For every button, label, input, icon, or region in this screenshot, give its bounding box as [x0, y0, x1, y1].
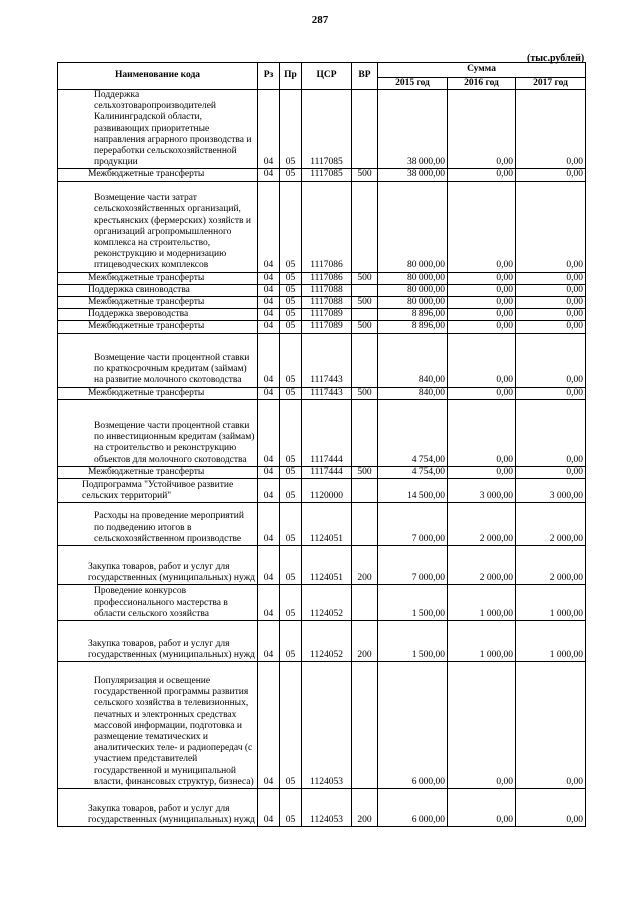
- row-rz: 04: [258, 90, 280, 169]
- row-rz: 04: [258, 333, 280, 387]
- row-value-2017: 2 000,00: [516, 546, 586, 585]
- header-row: [58, 63, 586, 78]
- row-value-2017: 0,00: [516, 333, 586, 387]
- row-vr: 500: [352, 387, 378, 399]
- row-csr: 1120000: [302, 479, 352, 503]
- row-value-2016: 2 000,00: [448, 546, 516, 585]
- row-value-2017: 0,00: [516, 309, 586, 321]
- row-csr: 1117088: [302, 297, 352, 309]
- row-vr: [352, 585, 378, 621]
- row-name: Закупка товаров, работ и услуг для государственных (муниципальных) нужд: [58, 621, 258, 662]
- table-row: [58, 466, 586, 478]
- row-value-2015: 840,00: [378, 387, 448, 399]
- row-name: Поддержка сельхозтоваропроизводителей Калининградской области, развивающих приоритетные направления аграрного производства и переработки сельскохозяйственной продукции: [58, 90, 258, 169]
- row-csr: 1117085: [302, 90, 352, 169]
- row-pr: 05: [280, 789, 302, 827]
- row-pr: 05: [280, 333, 302, 387]
- row-value-2017: 1 000,00: [516, 585, 586, 621]
- row-rz: 04: [258, 181, 280, 272]
- header-csr: ЦСР: [302, 63, 352, 90]
- row-vr: [352, 90, 378, 169]
- row-value-2015: 6 000,00: [378, 662, 448, 789]
- row-pr: 05: [280, 309, 302, 321]
- row-csr: 1117085: [302, 169, 352, 181]
- row-name: Расходы на проведение мероприятий по подведению итогов в сельскохозяйственном производстве: [58, 503, 258, 546]
- header-vr: ВР: [352, 63, 378, 90]
- row-vr: [352, 333, 378, 387]
- row-rz: 04: [258, 169, 280, 181]
- row-pr: 05: [280, 321, 302, 333]
- header-year-2016: 2016 год: [448, 77, 516, 89]
- row-value-2015: 4 754,00: [378, 399, 448, 466]
- row-name: Межбюджетные трансферты: [58, 169, 258, 181]
- row-vr: [352, 399, 378, 466]
- header-sum: Сумма: [378, 63, 586, 78]
- row-pr: 05: [280, 169, 302, 181]
- table-row: [58, 585, 586, 621]
- row-value-2015: 80 000,00: [378, 297, 448, 309]
- table-row: [58, 399, 586, 466]
- row-pr: 05: [280, 621, 302, 662]
- header-pr: Пр: [280, 63, 302, 90]
- row-rz: 04: [258, 662, 280, 789]
- row-value-2017: 0,00: [516, 387, 586, 399]
- row-rz: 04: [258, 546, 280, 585]
- row-value-2015: 840,00: [378, 333, 448, 387]
- row-value-2016: 0,00: [448, 309, 516, 321]
- row-value-2016: 0,00: [448, 399, 516, 466]
- row-vr: [352, 503, 378, 546]
- row-value-2016: 0,00: [448, 90, 516, 169]
- page-number: 287: [311, 14, 329, 26]
- row-rz: 04: [258, 466, 280, 478]
- table-row: [58, 181, 586, 272]
- row-value-2016: 2 000,00: [448, 503, 516, 546]
- row-pr: 05: [280, 284, 302, 296]
- row-rz: 04: [258, 309, 280, 321]
- row-rz: 04: [258, 585, 280, 621]
- row-csr: 1117443: [302, 387, 352, 399]
- row-vr: [352, 479, 378, 503]
- row-value-2016: 0,00: [448, 466, 516, 478]
- row-rz: 04: [258, 297, 280, 309]
- row-pr: 05: [280, 387, 302, 399]
- row-value-2016: 0,00: [448, 272, 516, 284]
- table-row: [58, 503, 586, 546]
- row-name: Подпрограмма "Устойчивое развитие сельских территорий": [58, 479, 258, 503]
- row-vr: 500: [352, 466, 378, 478]
- row-csr: 1124053: [302, 789, 352, 827]
- table-body: [58, 90, 586, 827]
- row-vr: 500: [352, 169, 378, 181]
- row-vr: [352, 284, 378, 296]
- row-value-2017: 0,00: [516, 169, 586, 181]
- row-value-2017: 0,00: [516, 297, 586, 309]
- row-name: Проведение конкурсов профессионального мастерства в области сельского хозяйства: [58, 585, 258, 621]
- row-value-2015: 1 500,00: [378, 585, 448, 621]
- row-name: Возмещение части процентной ставки по краткосрочным кредитам (займам) на развитие молочного скотоводства: [58, 333, 258, 387]
- row-value-2015: 80 000,00: [378, 284, 448, 296]
- header-name: Наименование кода: [58, 63, 258, 90]
- row-vr: [352, 181, 378, 272]
- table-row: [58, 309, 586, 321]
- row-name: Возмещение части затрат сельскохозяйственных организаций, крестьянских (фермерских) хозяйств и организаций агропромышленного комплекса на строительство, реконструкцию и модернизацию птицеводческих комплексов: [58, 181, 258, 272]
- row-value-2015: 6 000,00: [378, 789, 448, 827]
- row-name: Популяризация и освещение государственной программы развития сельского хозяйства в телевизионных, печатных и электронных средствах массовой информации, подготовка и размещение тематических и аналитических теле- и радиопередач (с участием представителей государственной и муниципальной власти, финансовых структур, бизнеса): [58, 662, 258, 789]
- row-value-2016: 3 000,00: [448, 479, 516, 503]
- row-vr: 200: [352, 546, 378, 585]
- row-value-2017: 0,00: [516, 284, 586, 296]
- row-rz: 04: [258, 789, 280, 827]
- row-name: Поддержка свиноводства: [58, 284, 258, 296]
- row-value-2015: 80 000,00: [378, 181, 448, 272]
- row-value-2015: 38 000,00: [378, 169, 448, 181]
- row-vr: 500: [352, 297, 378, 309]
- row-value-2015: 14 500,00: [378, 479, 448, 503]
- table-row: [58, 297, 586, 309]
- row-value-2016: 0,00: [448, 387, 516, 399]
- row-value-2016: 0,00: [448, 321, 516, 333]
- header-rz: Рз: [258, 63, 280, 90]
- row-value-2017: 0,00: [516, 399, 586, 466]
- row-csr: 1124052: [302, 621, 352, 662]
- row-value-2017: 0,00: [516, 181, 586, 272]
- row-name: Закупка товаров, работ и услуг для государственных (муниципальных) нужд: [58, 546, 258, 585]
- row-pr: 05: [280, 546, 302, 585]
- row-rz: 04: [258, 272, 280, 284]
- row-rz: 04: [258, 387, 280, 399]
- row-value-2017: 0,00: [516, 466, 586, 478]
- row-value-2015: 80 000,00: [378, 272, 448, 284]
- table-row: [58, 90, 586, 169]
- table-row: [58, 387, 586, 399]
- row-value-2016: 0,00: [448, 284, 516, 296]
- header-year-2015: 2015 год: [378, 77, 448, 89]
- row-pr: 05: [280, 662, 302, 789]
- row-name: Межбюджетные трансферты: [58, 321, 258, 333]
- row-vr: 500: [352, 321, 378, 333]
- row-vr: 500: [352, 272, 378, 284]
- header-year-2017: 2017 год: [516, 77, 586, 89]
- row-name: Межбюджетные трансферты: [58, 297, 258, 309]
- row-name: Межбюджетные трансферты: [58, 387, 258, 399]
- row-value-2015: 7 000,00: [378, 503, 448, 546]
- row-value-2015: 8 896,00: [378, 321, 448, 333]
- row-value-2017: 0,00: [516, 321, 586, 333]
- table-row: [58, 272, 586, 284]
- row-rz: 04: [258, 479, 280, 503]
- row-vr: 200: [352, 621, 378, 662]
- table-row: [58, 333, 586, 387]
- row-value-2015: 38 000,00: [378, 90, 448, 169]
- row-value-2015: 8 896,00: [378, 309, 448, 321]
- row-pr: 05: [280, 399, 302, 466]
- row-vr: [352, 309, 378, 321]
- budget-table: [57, 62, 586, 827]
- row-csr: 1117086: [302, 181, 352, 272]
- row-value-2016: 0,00: [448, 789, 516, 827]
- row-name: Межбюджетные трансферты: [58, 466, 258, 478]
- row-value-2016: 0,00: [448, 181, 516, 272]
- row-vr: [352, 662, 378, 789]
- row-name: Закупка товаров, работ и услуг для государственных (муниципальных) нужд: [58, 789, 258, 827]
- row-value-2017: 0,00: [516, 272, 586, 284]
- row-value-2016: 1 000,00: [448, 585, 516, 621]
- row-csr: 1117444: [302, 399, 352, 466]
- row-value-2016: 0,00: [448, 333, 516, 387]
- table-row: [58, 284, 586, 296]
- row-value-2017: 3 000,00: [516, 479, 586, 503]
- row-csr: 1117444: [302, 466, 352, 478]
- row-csr: 1117089: [302, 321, 352, 333]
- row-value-2015: 4 754,00: [378, 466, 448, 478]
- row-name: Поддержка звероводства: [58, 309, 258, 321]
- row-csr: 1124051: [302, 503, 352, 546]
- row-rz: 04: [258, 621, 280, 662]
- row-rz: 04: [258, 321, 280, 333]
- row-csr: 1117089: [302, 309, 352, 321]
- row-rz: 04: [258, 503, 280, 546]
- row-pr: 05: [280, 297, 302, 309]
- row-csr: 1117443: [302, 333, 352, 387]
- row-csr: 1124051: [302, 546, 352, 585]
- table-row: [58, 621, 586, 662]
- row-rz: 04: [258, 399, 280, 466]
- table-row: [58, 662, 586, 789]
- row-pr: 05: [280, 503, 302, 546]
- row-csr: 1117088: [302, 284, 352, 296]
- row-value-2017: 0,00: [516, 662, 586, 789]
- row-pr: 05: [280, 90, 302, 169]
- row-pr: 05: [280, 479, 302, 503]
- row-rz: 04: [258, 284, 280, 296]
- row-vr: 200: [352, 789, 378, 827]
- table-row: [58, 789, 586, 827]
- row-value-2017: 1 000,00: [516, 621, 586, 662]
- row-value-2016: 0,00: [448, 169, 516, 181]
- row-value-2017: 0,00: [516, 90, 586, 169]
- table-row: [58, 169, 586, 181]
- row-csr: 1124053: [302, 662, 352, 789]
- row-value-2016: 0,00: [448, 297, 516, 309]
- row-pr: 05: [280, 585, 302, 621]
- row-value-2016: 0,00: [448, 662, 516, 789]
- units-label: (тыс.рублей): [527, 53, 585, 64]
- row-csr: 1117086: [302, 272, 352, 284]
- row-name: Возмещение части процентной ставки по инвестиционным кредитам (займам) на строительство и реконструкцию объектов для молочного скотоводства: [58, 399, 258, 466]
- row-pr: 05: [280, 272, 302, 284]
- table-row: [58, 321, 586, 333]
- row-value-2016: 1 000,00: [448, 621, 516, 662]
- row-value-2015: 1 500,00: [378, 621, 448, 662]
- table-row: [58, 479, 586, 503]
- row-value-2015: 7 000,00: [378, 546, 448, 585]
- row-csr: 1124052: [302, 585, 352, 621]
- table-row: [58, 546, 586, 585]
- row-value-2017: 2 000,00: [516, 503, 586, 546]
- row-name: Межбюджетные трансферты: [58, 272, 258, 284]
- row-value-2017: 0,00: [516, 789, 586, 827]
- row-pr: 05: [280, 466, 302, 478]
- row-pr: 05: [280, 181, 302, 272]
